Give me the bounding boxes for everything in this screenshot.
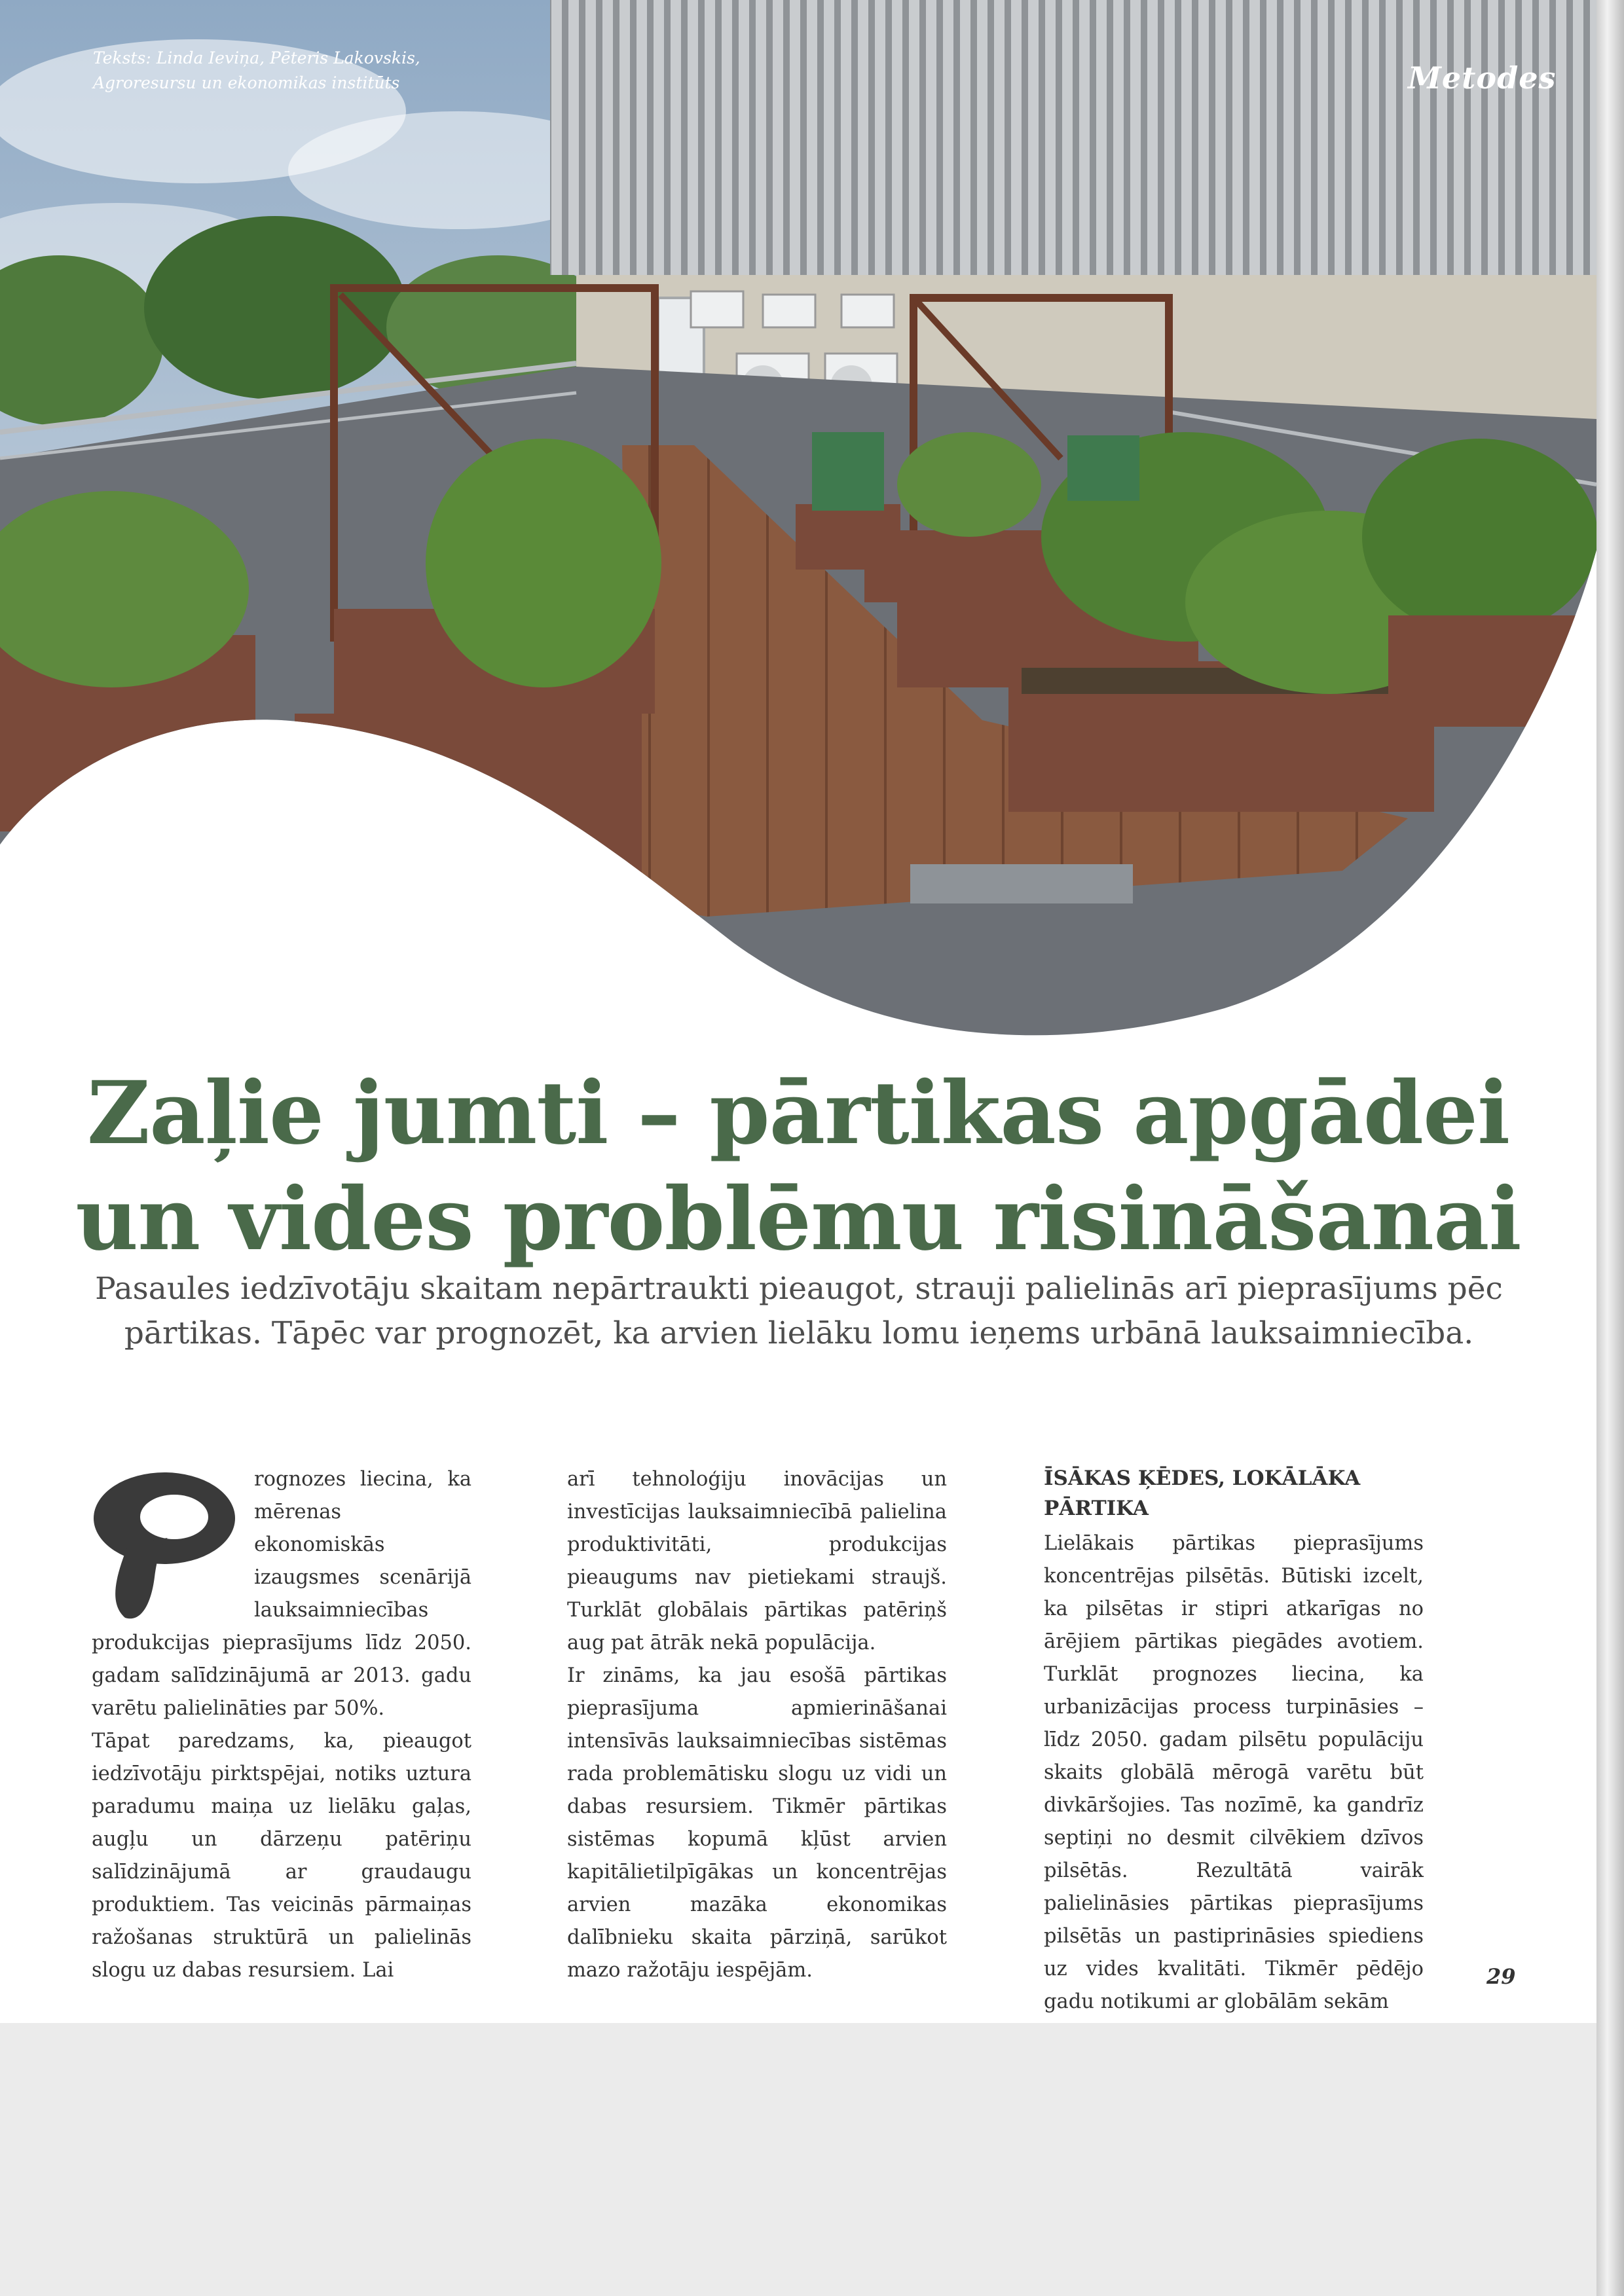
dropcap: [89, 1466, 248, 1623]
dropcap-letter: P: [89, 1466, 90, 1467]
text-column-1: [89, 1463, 471, 1987]
title-line-2: un vides problēmu risināšanai: [75, 1169, 1521, 1270]
col1-paragraph-2: Tāpat paredzams, ka, pieaugot iedzīvotāju pirktspējai, notiks uztura paradumu maiņa uz lielāku gaļas, augļu un dārzeņu patēriņu salīdzinājumā ar graudaugu produktiem. Tas veicinās pārmaiņas ražošanas struktūrā un palielinās slogu uz dabas resursiem. Lai: [92, 1730, 471, 1982]
magazine-spine: [1596, 0, 1624, 2296]
col3-paragraph-1: Lielākais pārtikas pieprasījums koncentrējas pilsētās. Būtiski izcelt, ka pilsētas ir stipri atkarīgas no ārējiem pārtikas piegādes avotiem. Turklāt prognozes liecina, ka urbanizācijas process turpināsies – līdz 2050. gadam pilsētu populāciju skaits globālā mērogā varētu būt divkāršojies. Tas nozīmē, ka gandrīz septiņi no desmit cilvēkiem dzīvos pilsētās. Rezultātā vairāk palielināsies pārtikas pieprasījums pilsētās un pastiprināsies spiediens uz vides kvalitāti. Tikmēr pēdējo gadu notikumi ar globālām sekām: [1044, 1532, 1424, 2013]
col2-paragraph-2: Ir zināms, ka jau esošā pārtikas pieprasījuma apmierināšanai intensīvās lauksaimniecības sistēmas rada problemātisku slogu uz vidi un dabas resursiem. Tikmēr pārtikas sistēmas kopumā kļūst arvien kapitālietilpīgākas un koncentrējas arvien mazāka ekonomikas dalībnieku skaita pārziņā, sarūkot mazo ražotāju iespējām.: [567, 1664, 947, 1982]
section-heading: ĪSĀKAS ĶĒDES, LOKĀLĀKA PĀRTIKA: [1044, 1467, 1361, 1520]
article-title: [0, 1061, 1596, 1273]
section-tag: Metodes: [1408, 60, 1557, 96]
page-number: 29: [1486, 1964, 1516, 1989]
col2-paragraph-1: arī tehnoloģiju inovācijas un investīcijas lauksaimniecībā palielina produktivitāti, produkcijas pieaugums nav pietiekami straujš. Turklāt globālais pārtikas patēriņš aug pat ātrāk nekā populācija.: [567, 1468, 947, 1654]
credit-line-institute: Agroresursu un ekonomikas institūts: [93, 73, 400, 92]
author-credit: [93, 46, 551, 96]
text-column-2: [567, 1463, 947, 1987]
credit-line-authors: Teksts: Linda Ieviņa, Pēteris Lakovskis,: [93, 48, 420, 67]
text-column-3: [1044, 1463, 1424, 2018]
col1-paragraph-1: rognozes liecina, ka mērenas ekonomiskās izaugsmes scenārijā lauksaimniecības produkcijas pieprasījums līdz 2050. gadam salīdzinājumā ar 2013. gadu varētu palielināties par 50%.: [92, 1468, 471, 1720]
title-line-1: Zaļie jumti – pārtikas apgādei: [86, 1063, 1510, 1164]
rooftop-garden-photo: [0, 0, 1596, 1061]
article-lead: Pasaules iedzīvotāju skaitam nepārtraukti pieaugot, strauji palielinās arī pieprasījums pēc pārtikas. Tāpēc var prognozēt, ka arvien lielāku lomu ieņems urbānā lauksaimniecība.: [95, 1271, 1503, 1351]
